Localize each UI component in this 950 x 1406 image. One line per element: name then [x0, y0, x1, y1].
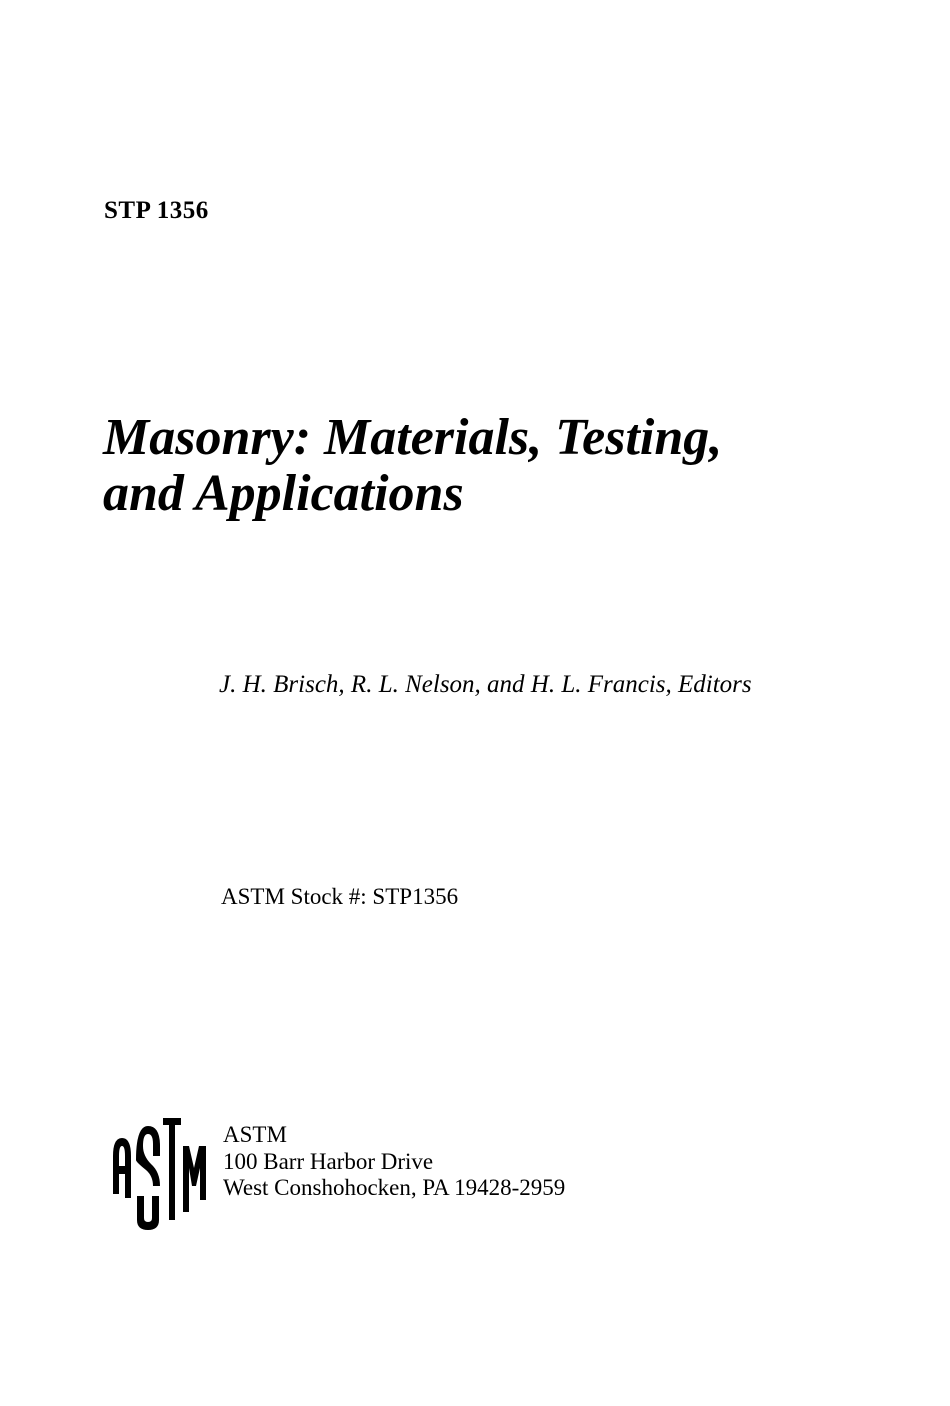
stp-number: STP 1356 — [104, 197, 209, 224]
book-title-line-1: Masonry: Materials, Testing, — [103, 409, 723, 466]
astm-logo-icon — [111, 1116, 209, 1233]
publisher-address — [223, 1122, 565, 1202]
book-title-line-2: and Applications — [103, 465, 464, 522]
publisher-name: ASTM — [223, 1122, 287, 1147]
astm-logo-text: ASTM — [111, 1116, 114, 1117]
stock-number: ASTM Stock #: STP1356 — [221, 884, 459, 909]
book-title — [103, 410, 903, 522]
editors-line: J. H. Brisch, R. L. Nelson, and H. L. Francis, Editors — [219, 671, 752, 698]
publisher-city: West Conshohocken, PA 19428-2959 — [223, 1175, 566, 1200]
publisher-street: 100 Barr Harbor Drive — [223, 1148, 434, 1174]
